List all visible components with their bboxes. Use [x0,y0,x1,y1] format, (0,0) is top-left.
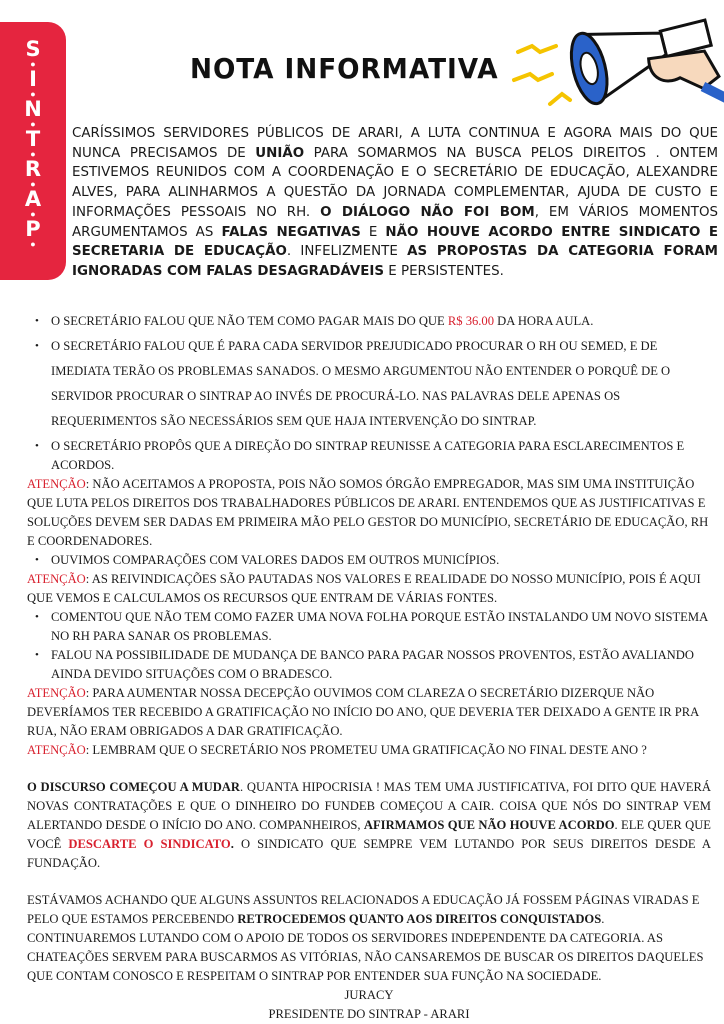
dot-icon: ● [30,89,36,99]
logo-letter: R [24,157,42,181]
attention-note: ATENÇÃO: PARA AUMENTAR NOSSA DECEPÇÃO OUVIMOS COM CLAREZA O SECRETÁRIO DIZERQUE NÃO DEVERÍAMOS TER RECEBIDO A GRATIFICAÇÃO NO INÍCIO DO ANO, QUE DEVERIA TER DEIXADO A GENTE IR PRA RUA, NÃO ERAM OBRIGADOS A DAR GRATIFICAÇÃO. [27,686,699,738]
dot-icon: ● [30,59,36,69]
intro-paragraph: CARÍSSIMOS SERVIDORES PÚBLICOS DE ARARI, A LUTA CONTINUA E AGORA MAIS DO QUE NUNCA PRECISAMOS DE UNIÃO PARA SOMARMOS NA BUSCA PELOS DIREITOS . ONTEM ESTIVEMOS REUNIDOS COM A COORDENAÇÃO E O SECRETÁRIO DE EDUCAÇÃO, ALEXANDRE ALVES, PARA ALINHARMOS A QUESTÃO DA JORNADA COMPLEMENTAR, AJUDA DE CUSTO E INFORMAÇÕES PESSOAIS NO RH. O DIÁLOGO NÃO FOI BOM, EM VÁRIOS MOMENTOS ARGUMENTAMOS AS FALAS NEGATIVAS E NÃO HOUVE ACORDO ENTRE SINDICATO E SECRETARIA DE EDUCAÇÃO. INFELIZMENTE AS PROPOSTAS DA CATEGORIA FORAM IGNORADAS COM FALAS DESAGRADÁVEIS E PERSISTENTES. [72,126,719,279]
attention-note: ATENÇÃO: LEMBRAM QUE O SECRETÁRIO NOS PROMETEU UMA GRATIFICAÇÃO NO FINAL DESTE ANO ? [27,743,647,757]
sintrap-logo-bar [0,22,66,280]
dot-icon: ● [30,119,36,129]
bullet-new-payroll: • COMENTOU QUE NÃO TEM COMO FAZER UMA NOVA FOLHA PORQUE ESTÃO INSTALANDO UM NOVO SISTEMA NO RH PARA SANAR OS PROBLEMAS. [27,608,711,646]
bullet-hourly-rate: • O SECRETÁRIO FALOU QUE NÃO TEM COMO PAGAR MAIS DO QUE R$ 36.00 DA HORA AULA. [27,312,711,331]
closing-paragraph: ESTÁVAMOS ACHANDO QUE ALGUNS ASSUNTOS RELACIONADOS A EDUCAÇÃO JÁ FOSSEM PÁGINAS VIRADAS E PELO QUE ESTAMOS PERCEBENDO RETROCEDEMOS QUANTO AOS DIREITOS CONQUISTADOS. CONTINUAREMOS LUTANDO COM O APOIO DE TODOS OS SERVIDORES INDEPENDENTE DA CATEGORIA. AS CHATEAÇÕES SERVEM PARA BUSCARMOS AS VITÓRIAS, NÃO CANSAREMOS DE BUSCAR OS DIREITOS DAQUELES QUE CONTAM CONOSCO E RESPEITAM O SINTRAP POR ENTENDER SUA FUNÇÃO NA SOCIEDADE. [27,893,704,983]
logo-letter: P [25,217,41,241]
speech-paragraph: O DISCURSO COMEÇOU A MUDAR. QUANTA HIPOCRISIA ! MAS TEM UMA JUSTIFICATIVA, FOI DITO QUE HAVERÁ NOVAS CONTRATAÇÕES E QUE O DINHEIRO DO FUNDEB COMEÇOU A CAIR. COISA QUE NÓS DO SINTRAP VEM ALERTANDO DESDE O INÍCIO DO ANO. COMPANHEIROS, AFIRMAMOS QUE NÃO HOUVE ACORDO. ELE QUER QUE VOCÊ DESCARTE O SINDICATO. O SINDICATO QUE SEMPRE VEM LUTANDO POR SEUS DIREITOS DESDE A FUNDAÇÃO. [27,780,712,870]
signature-name: JURACY [344,988,394,1002]
megaphone-icon [510,8,724,130]
bullet-rh-procedure: • O SECRETÁRIO FALOU QUE É PARA CADA SERVIDOR PREJUDICADO PROCURAR O RH OU SEMED, E DE IMEDIATA TERÃO OS PROBLEMAS SANADOS. O MESMO ARGUMENTOU NÃO ENTENDER O PORQUÊ DE O SERVIDOR PROCURAR O SINTRAP AO INVÉS DE PROCURÁ-LO. NAS PALAVRAS DELE APENAS OS REQUERIMENTOS SÃO NECESSÁRIOS SEM QUE HAJA INTERVENÇÃO DO SINTRAP. [27,334,711,434]
bullet-comparisons: • OUVIMOS COMPARAÇÕES COM VALORES DADOS EM OUTROS MUNICÍPIOS. [27,551,711,570]
dot-icon: ● [30,239,36,249]
page-title: NOTA INFORMATIVA [190,52,499,85]
dot-icon: ● [30,209,36,219]
logo-letter: A [24,187,42,211]
signature-role: PRESIDENTE DO SINTRAP - ARARI [268,1007,470,1021]
dot-icon: ● [30,149,36,159]
dot-icon: ● [30,179,36,189]
logo-letter: T [25,127,41,151]
bullet-bank-change: • FALOU NA POSSIBILIDADE DE MUDANÇA DE BANCO PARA PAGAR NOSSOS PROVENTOS, ESTÃO AVALIANDO AINDA DEVIDO SITUAÇÕES COM O BRADESCO. [27,646,711,684]
bullet-meeting-proposal: • O SECRETÁRIO PROPÔS QUE A DIREÇÃO DO SINTRAP REUNISSE A CATEGORIA PARA ESCLARECIMENTOS E ACORDOS. [27,437,711,475]
report-body [27,312,711,1024]
logo-letter: I [29,67,37,91]
logo-letter: S [25,37,41,61]
hourly-rate-value: R$ 36.00 [447,314,495,328]
logo-letter: N [24,97,42,121]
attention-note: ATENÇÃO: NÃO ACEITAMOS A PROPOSTA, POIS NÃO SOMOS ÓRGÃO EMPREGADOR, MAS SIM UMA INSTITUIÇÃO QUE LUTA PELOS DIREITOS DOS TRABALHADORES PÚBLICOS DE ARARI. ENTENDEMOS QUE AS JUSTIFICATIVAS E SOLUÇÕES DEVEM SER DADAS EM PRIMEIRA MÃO PELO GESTOR DO MUNICÍPIO, SECRETÁRIO DE EDUCAÇÃO, RH E COORDENADORES. [27,477,709,548]
attention-note: ATENÇÃO: AS REIVINDICAÇÕES SÃO PAUTADAS NOS VALORES E REALIDADE DO NOSSO MUNICÍPIO, POIS É AQUI QUE VEMOS E CALCULAMOS OS RECURSOS QUE ENTRAM DE VÁRIAS FONTES. [27,572,701,605]
